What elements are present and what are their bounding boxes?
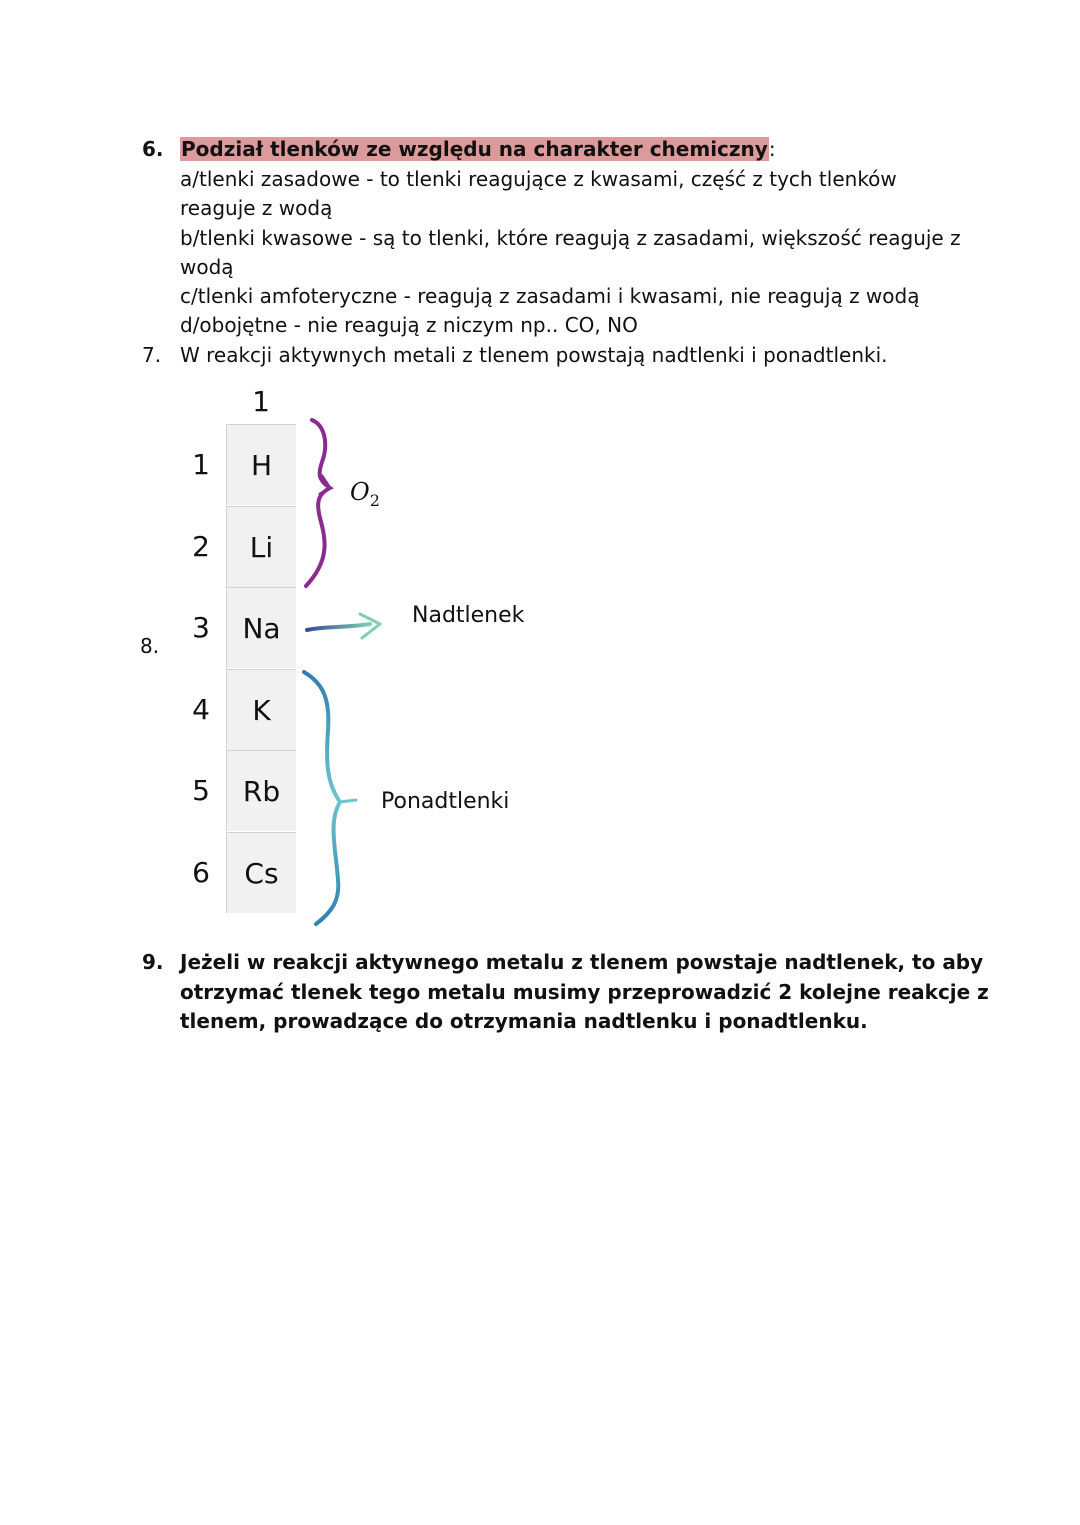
period-number-5: 5 xyxy=(192,774,210,807)
item-9-line-2: otrzymać tlenek tego metalu musimy przeprowadzić 2 kolejne reakcje z xyxy=(180,980,989,1004)
item-9-line-1: Jeżeli w reakcji aktywnego metalu z tlenem powstaje nadtlenek, to aby xyxy=(180,950,984,974)
annotation-nadtlenek: Nadtlenek xyxy=(412,603,525,628)
item-6-heading: Podział tlenków ze względu na charakter chemiczny xyxy=(181,137,768,161)
item-9-line-3: tlenem, prowadzące do otrzymania nadtlenku i ponadtlenku. xyxy=(180,1009,868,1033)
period-number-4: 4 xyxy=(192,693,210,726)
item-9-number: 9. xyxy=(142,950,164,974)
item-8-number: 8. xyxy=(140,634,160,658)
element-cell-h: H xyxy=(226,424,296,505)
arrow-line xyxy=(307,624,370,630)
item-6-number: 6. xyxy=(142,137,164,161)
item-6-line-d: d/obojętne - nie reagują z niczym np.. CO, NO xyxy=(180,313,638,337)
item-7-text: W reakcji aktywnych metali z tlenem powstają nadtlenki i ponadtlenki. xyxy=(180,343,888,367)
item-6-line-c: c/tlenki amfoteryczne - reagują z zasadami i kwasami, nie reagują z wodą xyxy=(180,284,920,308)
element-cell-rb: Rb xyxy=(226,750,296,831)
item-6-line-a1: a/tlenki zasadowe - to tlenki reagujące z kwasami, część z tych tlenków xyxy=(180,167,897,191)
element-cell-k: K xyxy=(226,669,296,750)
period-number-2: 2 xyxy=(192,530,210,563)
item-6-heading-colon: : xyxy=(768,137,776,161)
group-number: 1 xyxy=(252,385,270,418)
item-6-line-b1: b/tlenki kwasowe - są to tlenki, które reagują z zasadami, większość reaguje z xyxy=(180,226,961,250)
o2-subscript: 2 xyxy=(369,490,380,510)
o2-base: O xyxy=(350,478,370,506)
item-6-line-b2: wodą xyxy=(180,255,234,279)
brace-top xyxy=(306,420,330,586)
element-cell-na: Na xyxy=(226,587,296,668)
annotation-o2 xyxy=(350,478,380,510)
brace-bottom-tick xyxy=(340,800,356,802)
item-6-line-a2: reaguje z wodą xyxy=(180,196,333,220)
period-number-1: 1 xyxy=(192,448,210,481)
element-cell-cs: Cs xyxy=(226,832,296,913)
annotation-ponadtlenki: Ponadtlenki xyxy=(381,789,510,814)
element-cell-li: Li xyxy=(226,506,296,587)
brace-bottom xyxy=(304,672,340,924)
item-7-number: 7. xyxy=(142,343,162,367)
period-number-6: 6 xyxy=(192,856,210,889)
period-number-3: 3 xyxy=(192,611,210,644)
